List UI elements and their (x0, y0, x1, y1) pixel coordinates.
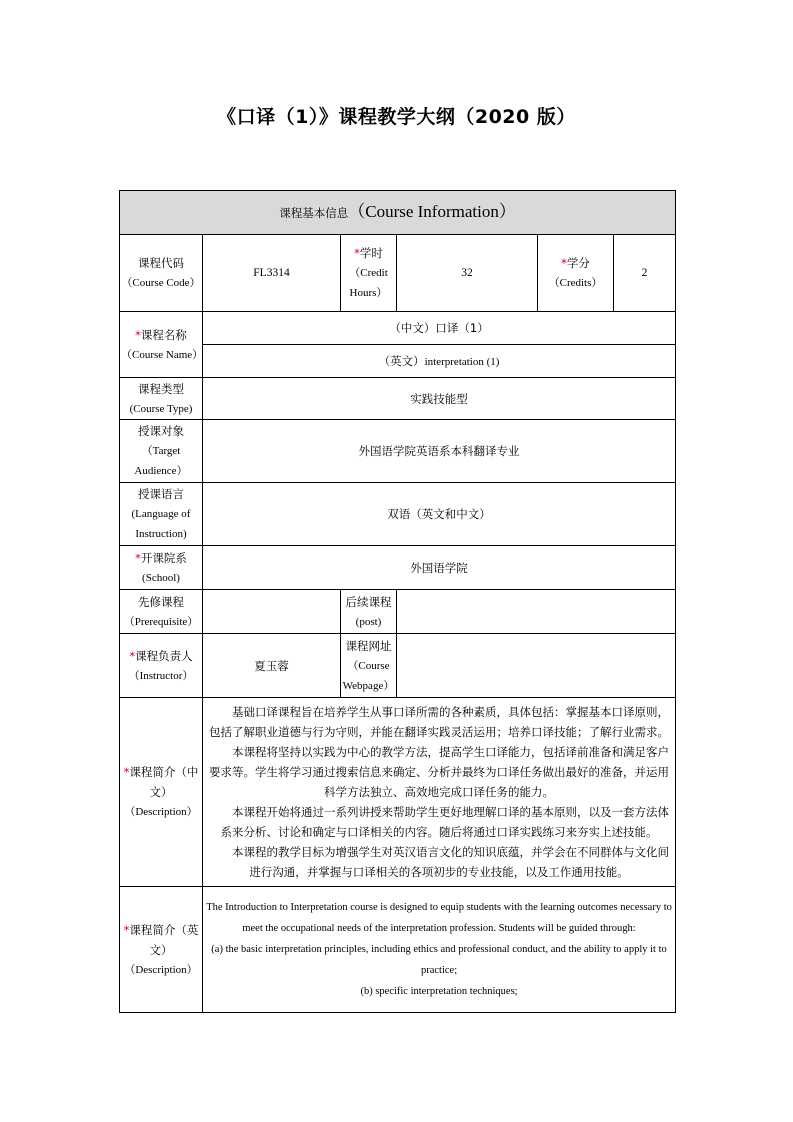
table-header (120, 191, 676, 235)
description-paragraph: 本课程开始将通过一系列讲授来帮助学生更好地理解口译的基本原则，以及一套方法体系来分析、讨论和确定与口译相关的内容。随后将通过口译实践练习来夯实上述技能。 (220, 805, 670, 839)
document-title: 《口译（1）》课程教学大纲（2020 版） (217, 106, 576, 128)
instructor-label: *课程负责人 （Instructor） (120, 634, 203, 698)
description-paragraph: 本课程将坚持以实践为中心的教学方法，提高学生口译能力，包括译前准备和满足客户要求等。学生将学习通过搜索信息来确定、分析并最终为口译任务做出最好的准备，并运用科学方法独立、高效地完成口译任务的能力。 (209, 745, 670, 799)
description-en-text (203, 887, 676, 1013)
credit-hours-value: 32 (397, 235, 538, 312)
prerequisite-value (203, 590, 341, 634)
description-line: The Introduction to Interpretation course is designed to equip students with the learning outcomes necessary to meet the occupational needs of the interpretation profession. Students will be guided through: (206, 902, 672, 934)
course-type-label: 课程类型 (Course Type) (120, 378, 203, 420)
header-cn: 课程基本信息 (279, 206, 349, 220)
course-name-en: （英文）interpretation (1) (203, 345, 676, 378)
description-line: (a) the basic interpretation principles, including ethics and professional conduct, and the ability to apply it to practice; (211, 944, 667, 976)
required-mark: * (561, 256, 567, 270)
credit-hours-label: *学时 （Credit Hours） (341, 235, 397, 312)
description-paragraph: 基础口译课程旨在培养学生从事口译所需的各种素质，具体包括：掌握基本口译原则，包括了解职业道德与行为守则，并能在翻译实践灵活运用；培养口译技能；了解行业需求。 (209, 705, 670, 739)
description-paragraph: 本课程的教学目标为增强学生对英汉语言文化的知识底蕴，并学会在不同群体与文化间进行沟通，并掌握与口译相关的各项初步的专业技能，以及工作通用技能。 (232, 845, 670, 879)
course-type-value: 实践技能型 (203, 378, 676, 420)
post-course-label: 后续课程 (post) (341, 590, 397, 634)
description-cn-label: *课程简介（中文） （Description） (120, 698, 203, 887)
school-label: *开课院系 (School) (120, 546, 203, 590)
course-name-cn: （中文）口译（1） (203, 312, 676, 345)
course-webpage-value (397, 634, 676, 698)
target-audience-value: 外国语学院英语系本科翻译专业 (203, 420, 676, 483)
course-code-label: 课程代码 （Course Code） (120, 235, 203, 312)
required-mark: * (354, 246, 360, 260)
instruction-language-value: 双语（英文和中文） (203, 483, 676, 546)
course-webpage-label: 课程网址 （Course Webpage） (341, 634, 397, 698)
description-line: (b) specific interpretation techniques; (360, 986, 518, 997)
course-code-value: FL3314 (203, 235, 341, 312)
school-value: 外国语学院 (203, 546, 676, 590)
course-info-table (119, 190, 676, 1013)
description-cn-text (203, 698, 676, 887)
post-course-value (397, 590, 676, 634)
prerequisite-label: 先修课程 （Prerequisite） (120, 590, 203, 634)
instruction-language-label: 授课语言 (Language of Instruction) (120, 483, 203, 546)
description-en-label: *课程简介（英文） （Description） (120, 887, 203, 1013)
credits-value: 2 (614, 235, 676, 312)
credits-label: *学分 （Credits） (538, 235, 614, 312)
header-en: （Course Information） (348, 202, 516, 221)
instructor-value: 夏玉蓉 (203, 634, 341, 698)
course-name-label: *课程名称 （Course Name） (120, 312, 203, 378)
target-audience-label: 授课对象 （Target Audience） (120, 420, 203, 483)
